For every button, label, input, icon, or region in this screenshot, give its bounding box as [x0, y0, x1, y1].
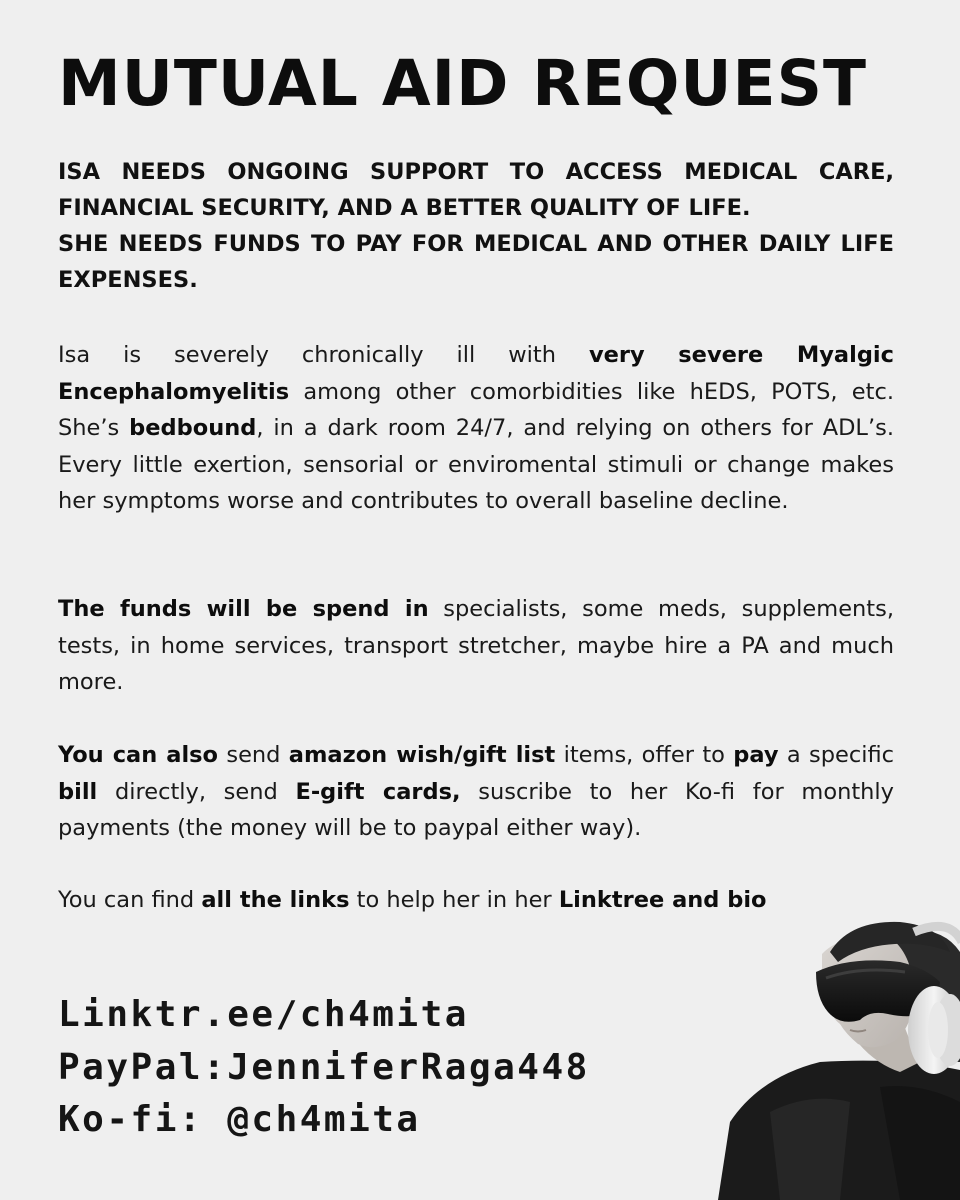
person-wearing-eye-mask-illustration [700, 912, 960, 1200]
emphasis-linktree-bio: Linktree and bio [558, 887, 767, 913]
emphasis-e-gift-cards: E-gift cards, [295, 778, 461, 805]
other-help-paragraph [58, 737, 894, 847]
emphasis-bedbound: bedbound [129, 415, 257, 441]
text-run: items, offer to [555, 742, 734, 768]
page-title: MUTUAL AID REQUEST [58, 47, 867, 120]
text-run: Isa is severely chronically ill with [58, 342, 589, 368]
text-run: , in a dark room 24/7, and relying on others for ADL’s. Every little exertion, sensorial or enviromental stimuli or change makes her symptoms worse and contributes to overall baseline decline. [58, 415, 894, 514]
text-run: among other comorbidities like hEDS, POTS, etc. She’s [58, 378, 894, 441]
text-run: You can find [58, 887, 202, 913]
emphasis-funds: The funds will be spend in [58, 596, 429, 622]
funds-paragraph [58, 591, 894, 701]
text-run: specialists, some meds, supplements, tests, in home services, transport stretcher, maybe hire a PA and much more. [58, 596, 894, 695]
intro-line: SHE NEEDS FUNDS TO PAY FOR MEDICAL AND OTHER DAILY LIFE [58, 231, 894, 257]
intro-line: FINANCIAL SECURITY, AND A BETTER QUALITY OF LIFE. [58, 195, 751, 221]
emphasis-condition: very severe Myalgic Encephalomyelitis [58, 342, 894, 405]
person-photo [700, 912, 960, 1200]
emphasis-wish-list: amazon wish/gift list [288, 742, 556, 768]
intro-statement [58, 154, 894, 298]
emphasis-you-can-also: You can also [58, 742, 219, 768]
emphasis-pay: pay [733, 742, 779, 768]
kofi-handle: Ko-fi: @ch4mita [58, 1099, 421, 1140]
illness-paragraph [58, 337, 894, 520]
paypal-handle: PayPal:JenniferRaga448 [58, 1046, 590, 1088]
text-run: directly, send [97, 778, 296, 805]
linktree-handle: Linktr.ee/ch4mita [58, 994, 469, 1035]
emphasis-bill: bill [58, 778, 98, 805]
text-run: send [218, 742, 289, 768]
text-run: suscribe to her Ko-fi for monthly payments (the money will be to paypal either way). [58, 778, 894, 841]
contact-list [58, 989, 590, 1147]
emphasis-all-links: all the links [201, 887, 350, 913]
text-run: a specific [778, 742, 894, 768]
intro-line: ISA NEEDS ONGOING SUPPORT TO ACCESS MEDICAL CARE, [58, 159, 894, 185]
text-run: to help her in her [349, 887, 559, 913]
intro-line: EXPENSES. [58, 267, 198, 293]
